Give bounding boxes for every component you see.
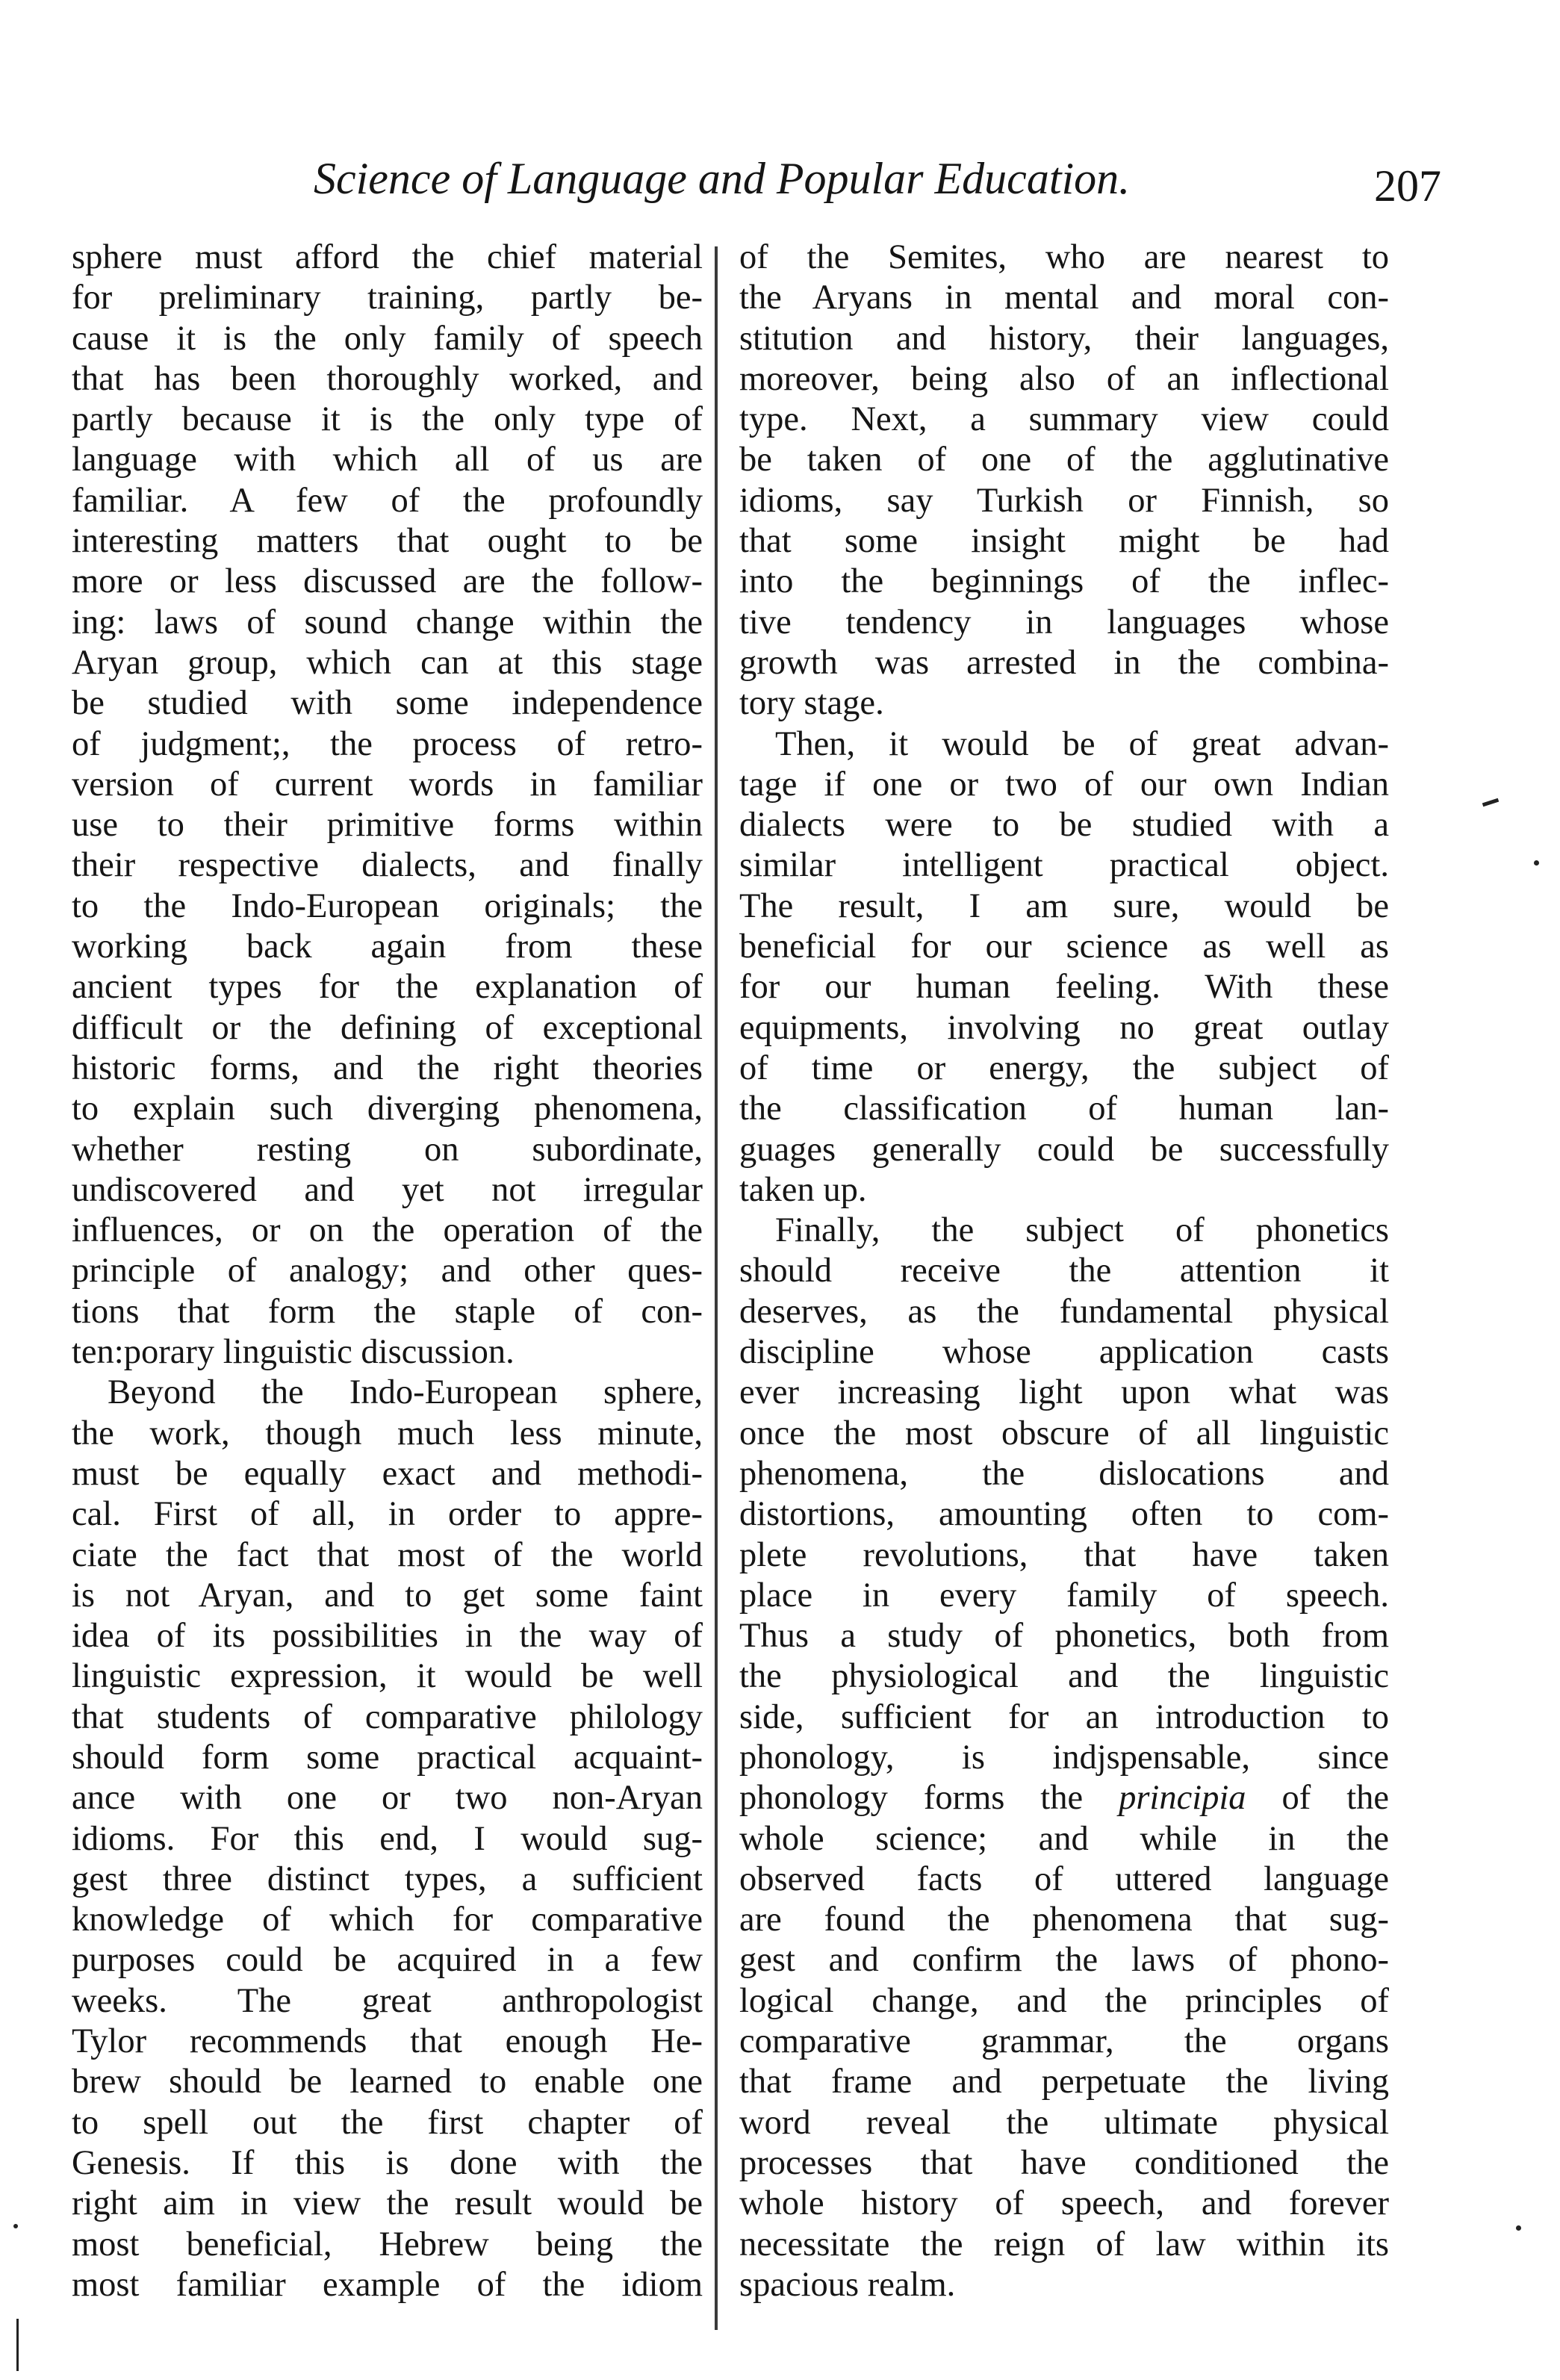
text-line: of time or energy, the subject of — [739, 1048, 1389, 1087]
text-line: is not Aryan, and to get some faint — [72, 1576, 703, 1615]
text-line: similar intelligent practical object. — [739, 846, 1389, 885]
text-line: Beyond the Indo-European sphere, — [108, 1373, 703, 1412]
text-line: taken up. — [739, 1170, 867, 1209]
text-line: idea of its possibilities in the way of — [72, 1617, 703, 1656]
text-line: ten:porary linguistic discussion. — [72, 1333, 515, 1372]
text-line: that some insight might be had — [739, 522, 1389, 561]
text-line: interesting matters that ought to be — [72, 522, 703, 561]
text-line: brew should be learned to enable one — [72, 2063, 703, 2101]
text-line: their respective dialects, and finally — [72, 846, 703, 885]
text-line: processes that have conditioned the — [739, 2143, 1389, 2182]
text-line: place in every family of speech. — [739, 1576, 1389, 1615]
text-run: of the — [1246, 1779, 1389, 1818]
text-line: most familiar example of the idiom — [72, 2265, 703, 2304]
left-column — [72, 237, 703, 2358]
text-line: cause it is the only family of speech — [72, 319, 703, 358]
text-line: comparative grammar, the organs — [739, 2022, 1389, 2061]
margin-dash-mark — [1482, 798, 1499, 807]
text-line: The result, I am sure, would be — [739, 886, 1389, 925]
text-line: working back again from these — [72, 928, 703, 966]
text-line: tage if one or two of our own Indian — [739, 765, 1389, 804]
text-line: to explain such diverging phenomena, — [72, 1090, 703, 1128]
margin-dot-mark — [13, 2224, 18, 2228]
text-line: tory stage. — [739, 684, 884, 723]
right-column — [739, 237, 1389, 2358]
text-line: Finally, the subject of phonetics — [775, 1211, 1389, 1250]
text-line: plete revolutions, that have taken — [739, 1535, 1389, 1574]
text-line: be taken of one of the agglutinative — [739, 441, 1389, 479]
text-line: logical change, and the principles of — [739, 1981, 1389, 2020]
text-line: are found the phenomena that sug- — [739, 1901, 1389, 1939]
text-line: the work, though much less minute, — [72, 1414, 703, 1452]
text-line: idioms. For this end, I would sug- — [72, 1819, 703, 1858]
text-line: side, sufficient for an introduction to — [739, 1697, 1389, 1736]
text-line: word reveal the ultimate physical — [739, 2103, 1389, 2142]
text-line: the physiological and the linguistic — [739, 1657, 1389, 1696]
text-line: influences, or on the operation of the — [72, 1211, 703, 1250]
text-line: version of current words in familiar — [72, 765, 703, 804]
text-line: whole history of speech, and forever — [739, 2184, 1389, 2223]
text-line: growth was arrested in the combina- — [739, 643, 1389, 682]
text-line: that frame and perpetuate the living — [739, 2063, 1389, 2101]
margin-dot-mark — [1534, 860, 1539, 866]
text-line: of judgment;, the process of retro- — [72, 724, 703, 763]
text-line: ing: laws of sound change within the — [72, 603, 703, 641]
text-line-with-italic — [739, 1778, 1389, 1818]
text-line: ciate the fact that most of the world — [72, 1535, 703, 1574]
text-line: that has been thoroughly worked, and — [72, 359, 703, 398]
text-line: most beneficial, Hebrew being the — [72, 2225, 703, 2264]
text-line: should form some practical acquaint- — [72, 1738, 703, 1777]
page-number: 207 — [1374, 161, 1441, 211]
text-line: whether resting on subordinate, — [72, 1130, 703, 1169]
text-line: partly because it is the only type of — [72, 400, 703, 439]
text-line: right aim in view the result would be — [72, 2184, 703, 2223]
text-line: phenomena, the dislocations and — [739, 1454, 1389, 1493]
text-line: language with which all of us are — [72, 441, 703, 479]
text-line: Aryan group, which can at this stage — [72, 643, 703, 682]
text-line: gest and confirm the laws of phono- — [739, 1941, 1389, 1980]
text-line: weeks. The great anthropologist — [72, 1981, 703, 2020]
text-line: necessitate the reign of law within its — [739, 2225, 1389, 2264]
text-line: ever increasing light upon what was — [739, 1373, 1389, 1412]
text-line: difficult or the defining of exceptional — [72, 1008, 703, 1047]
text-line: for our human feeling. With these — [739, 968, 1389, 1007]
text-line: idioms, say Turkish or Finnish, so — [739, 481, 1389, 520]
text-line: that students of comparative philology — [72, 1697, 703, 1736]
text-line: knowledge of which for comparative — [72, 1901, 703, 1939]
text-line: tive tendency in languages whose — [739, 603, 1389, 641]
text-line: use to their primitive forms within — [72, 806, 703, 845]
text-line: deserves, as the fundamental physical — [739, 1292, 1389, 1331]
text-line: gest three distinct types, a sufficient — [72, 1859, 703, 1898]
column-divider — [715, 246, 718, 2330]
text-line: observed facts of uttered language — [739, 1859, 1389, 1898]
text-line: sphere must afford the chief material — [72, 238, 703, 276]
text-line: purposes could be acquired in a few — [72, 1941, 703, 1980]
italic-term: principia — [1119, 1779, 1246, 1818]
text-line: beneficial for our science as well as — [739, 928, 1389, 966]
text-line: equipments, involving no great outlay — [739, 1008, 1389, 1047]
text-line: whole science; and while in the — [739, 1819, 1389, 1858]
text-line: dialects were to be studied with a — [739, 806, 1389, 845]
text-line: principle of analogy; and other ques- — [72, 1252, 703, 1290]
running-title: Science of Language and Popular Education. — [314, 154, 1131, 203]
text-line: linguistic expression, it would be well — [72, 1657, 703, 1696]
text-line: discipline whose application casts — [739, 1333, 1389, 1372]
text-line: familiar. A few of the profoundly — [72, 481, 703, 520]
text-line: Then, it would be of great advan- — [775, 724, 1389, 763]
text-line: once the most obscure of all linguistic — [739, 1414, 1389, 1452]
text-line: should receive the attention it — [739, 1252, 1389, 1290]
text-line: cal. First of all, in order to appre- — [72, 1495, 703, 1534]
text-line: must be equally exact and methodi- — [72, 1454, 703, 1493]
text-line: more or less discussed are the follow- — [72, 562, 703, 601]
text-line: into the beginnings of the inflec- — [739, 562, 1389, 601]
text-line: ance with one or two non-Aryan — [72, 1779, 703, 1818]
text-line: type. Next, a summary view could — [739, 400, 1389, 439]
text-line: for preliminary training, partly be- — [72, 279, 703, 317]
text-line: Genesis. If this is done with the — [72, 2143, 703, 2182]
text-line: to the Indo-European originals; the — [72, 886, 703, 925]
text-line: distortions, amounting often to com- — [739, 1495, 1389, 1534]
text-line: undiscovered and yet not irregular — [72, 1170, 703, 1209]
text-line: phonology, is indjspensable, since — [739, 1738, 1389, 1777]
text-line: guages generally could be successfully — [739, 1130, 1389, 1169]
margin-dot-mark — [1516, 2225, 1521, 2231]
text-line: moreover, being also of an inflectional — [739, 359, 1389, 398]
text-line: Tylor recommends that enough He- — [72, 2022, 703, 2061]
text-line: of the Semites, who are nearest to — [739, 238, 1389, 276]
text-line: historic forms, and the right theories — [72, 1048, 703, 1087]
text-line: the classification of human lan- — [739, 1090, 1389, 1128]
text-line: be studied with some independence — [72, 684, 703, 723]
text-line: to spell out the first chapter of — [72, 2103, 703, 2142]
text-line: stitution and history, their languages, — [739, 319, 1389, 358]
margin-tick-mark — [16, 2319, 19, 2371]
text-line: spacious realm. — [739, 2265, 956, 2304]
text-line: the Aryans in mental and moral con- — [739, 279, 1389, 317]
text-line: Thus a study of phonetics, both from — [739, 1617, 1389, 1656]
text-line: ancient types for the explanation of — [72, 968, 703, 1007]
text-line: tions that form the staple of con- — [72, 1292, 703, 1331]
text-run: phonology forms the — [739, 1779, 1119, 1818]
